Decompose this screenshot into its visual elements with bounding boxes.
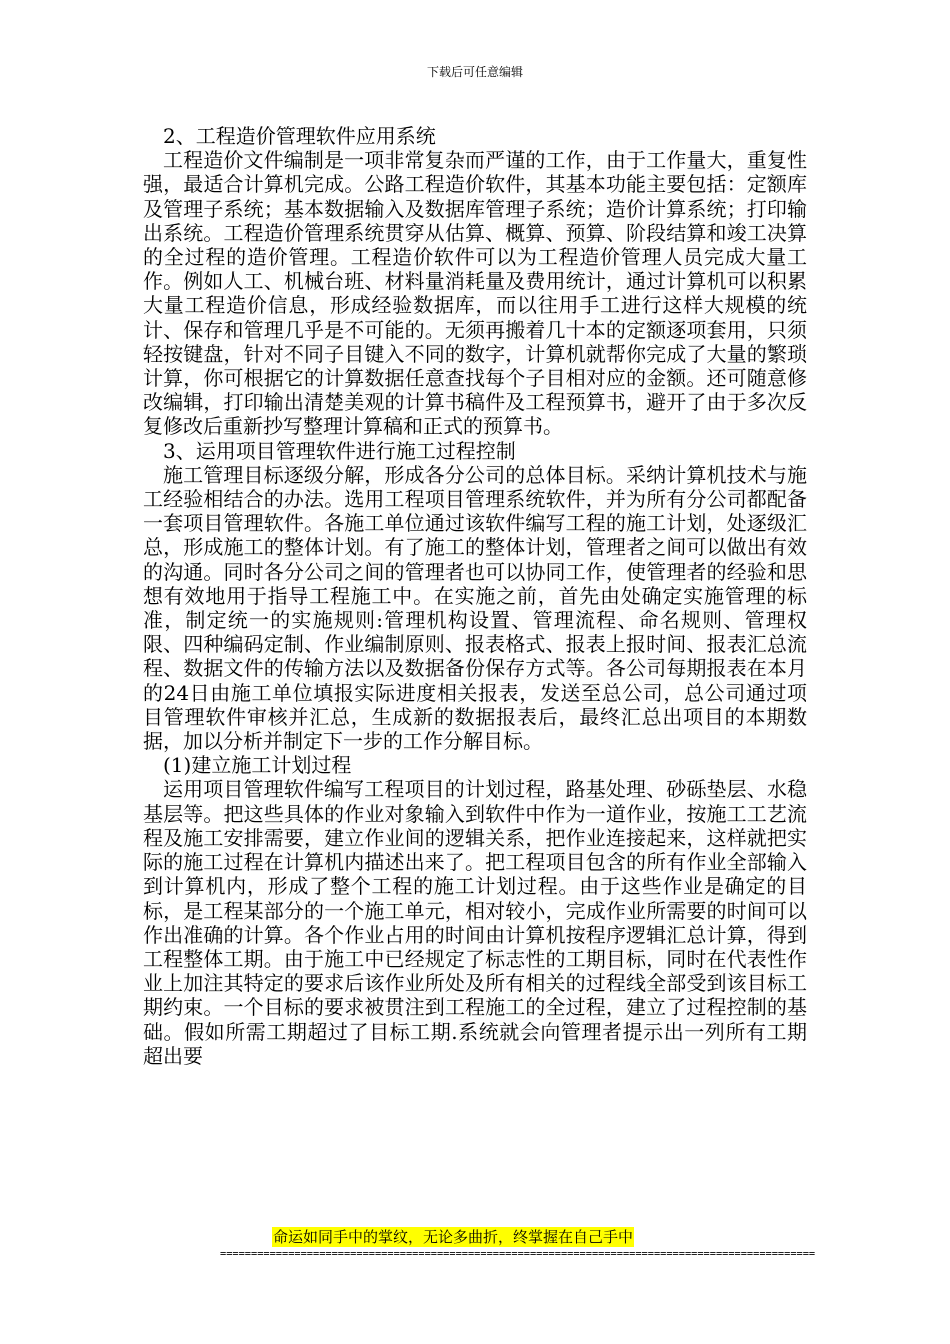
footer-divider: ================================================================================================ [220, 1248, 816, 1260]
subsection-heading-1: (1)建立施工计划过程 [163, 753, 352, 778]
footer-motto: 命运如同手中的掌纹，无论多曲折，终掌握在自己手中 [273, 1228, 634, 1246]
paragraph-construction-plan: 运用项目管理软件编写工程项目的计划过程，路基处理、砂砾垫层、水稳基层等。把这些具体的作业对象输入到软件中作为一道作业，按施工工艺流程及施工安排需要，建立作业间的逻辑关系，把作业连接起来，这样就把实际的施工过程在计算机内描述出来了。把工程项目包含的所有作业全部输入到计算机内，形成了整个工程的施工计划过程。由于这些作业是确定的目标，是工程某部分的一个施工单元，相对较小，完成作业所需要的时间可以作出准确的计算。各个作业占用的时间由计算机按程序逻辑汇总计算，得到工程整体工期。由于施工中已经规定了标志性的工期目标，同时在代表性作业上加注其特定的要求后该作业所处及所有相关的过程线全部受到该目标工期约束。一个目标的要求被贯注到工程施工的全过程，建立了过程控制的基础。假如所需工期超过了目标工期.系统就会向管理者提示出一列所有工期超出要 [143, 777, 807, 1068]
document-body [143, 124, 807, 1068]
section-heading-2: 2、工程造价管理软件应用系统 [163, 124, 436, 148]
section-heading-3: 3、运用项目管理软件进行施工过程控制 [163, 438, 516, 463]
paragraph-cost-software: 工程造价文件编制是一项非常复杂而严谨的工作，由于工作量大，重复性强，最适合计算机完成。公路工程造价软件，其基本功能主要包括：定额库及管理子系统；基本数据输入及数据库管理子系统；造价计算系统；打印输出系统。工程造价管理系统贯穿从估算、概算、预算、阶段结算和竣工决算的全过程的造价管理。工程造价软件可以为工程造价管理人员完成大量工作。例如人工、机械台班、材料量消耗量及费用统计，通过计算机可以积累大量工程造价信息，形成经验数据库，而以往用手工进行这样大规模的统计、保存和管理几乎是不可能的。无须再搬着几十本的定额逐项套用，只须轻按键盘，针对不同子目键入不同的数字，计算机就帮你完成了大量的繁琐计算，你可根据它的计算数据任意查找每个子目相对应的金额。还可随意修改编辑，打印输出清楚美观的计算书稿件及工程预算书，避开了由于多次反复修改后重新抄写整理计算稿和正式的预算书。 [143, 148, 807, 439]
header-note: 下载后可任意编辑 [426, 65, 523, 79]
paragraph-project-management: 施工管理目标逐级分解，形成各分公司的总体目标。采纳计算机技术与施工经验相结合的办法。选用工程项目管理系统软件，并为所有分公司都配备一套项目管理软件。各施工单位通过该软件编写工程的施工计划，处逐级汇总，形成施工的整体计划。有了施工的整体计划，管理者之间可以做出有效的沟通。同时各分公司之间的管理者也可以协同工作，使管理者的经验和思想有效地用于指导工程施工中。在实施之前，首先由处确定实施管理的标准，制定统一的实施规则:管理机构设置、管理流程、命名规则、管理权限、四种编码定制、作业编制原则、报表格式、报表上报时间、报表汇总流程、数据文件的传输方法以及数据备份保存方式等。各公司每期报表在本月的24日由施工单位填报实际进度相关报表，发送至总公司，总公司通过项目管理软件审核并汇总，生成新的数据报表后，最终汇总出项目的本期数据，加以分析并制定下一步的工作分解目标。 [143, 462, 807, 754]
